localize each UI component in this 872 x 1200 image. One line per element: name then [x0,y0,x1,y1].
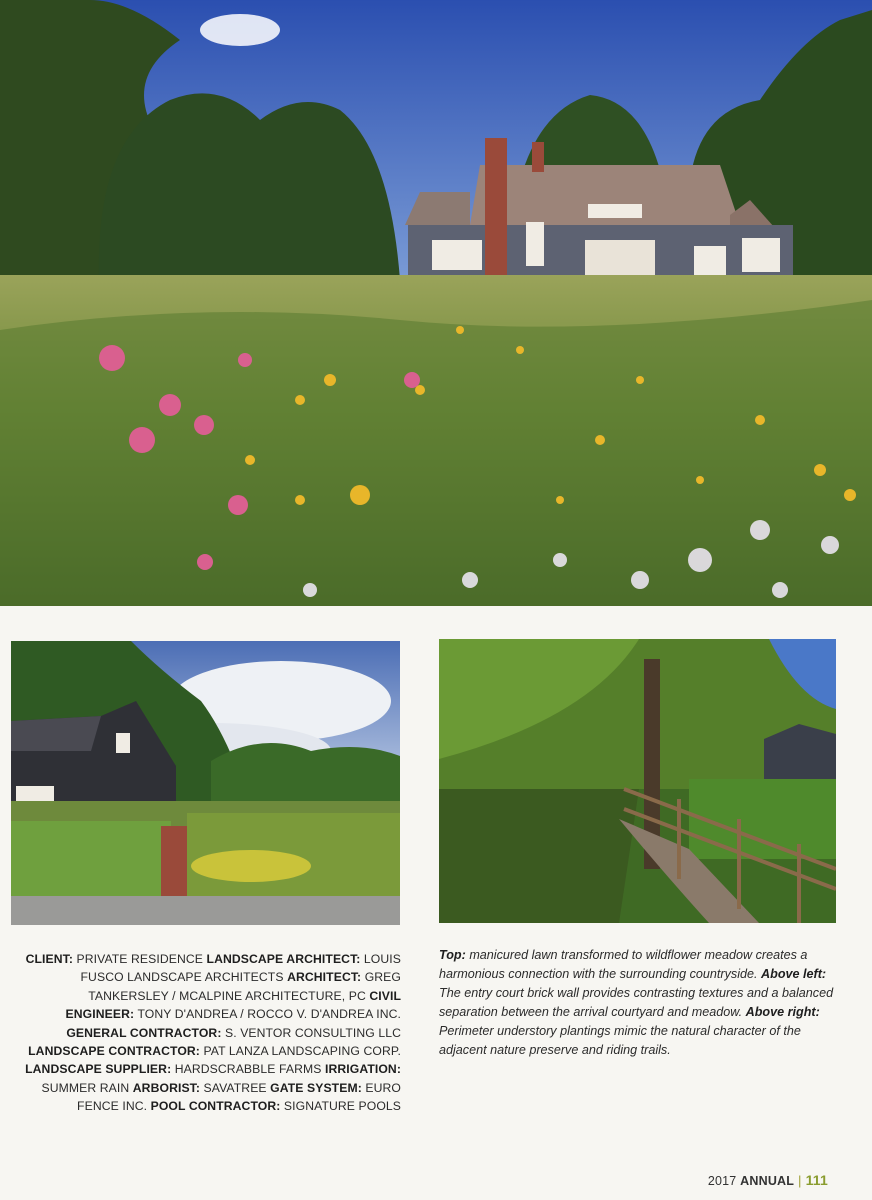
page-folio [708,1172,828,1188]
credit-name: SUMMER RAIN [41,1080,130,1095]
credit-name: EURO FENCE INC. [77,1080,401,1114]
caption-lead: Above left: [761,967,827,982]
credit-name: HARDSCRABBLE FARMS [174,1062,322,1077]
credit-name: GREG TANKERSLEY / MCALPINE ARCHITECTURE, PC [88,970,401,1003]
folio-issue: ANNUAL [740,1174,795,1188]
folio-separator: | [798,1174,802,1188]
credit-role: CIVIL ENGINEER: [65,988,401,1022]
credit-name: PAT LANZA LANDSCAPING CORP. [203,1044,401,1059]
credit-name: SAVATREE [203,1080,267,1095]
credit-name: PRIVATE RESIDENCE [76,952,204,966]
folio-year: 2017 [707,1174,737,1188]
photo-captions [439,946,835,1061]
credit-role: LANDSCAPE ARCHITECT: [206,952,361,966]
credit-name: LOUIS FUSCO LANDSCAPE ARCHITECTS [80,952,401,985]
project-credits [20,950,401,1116]
caption-lead: Top: [439,948,466,962]
caption-text: The entry court brick wall provides contrasting textures and a balanced separation between the arrival courtyard and meadow. [439,986,834,1020]
credit-role: ARCHITECT: [287,970,362,985]
credit-role: POOL CONTRACTOR: [150,1099,281,1114]
credit-role: ARBORIST: [132,1080,201,1095]
credit-role: IRRIGATION: [324,1062,401,1077]
page-number: 111 [805,1172,828,1188]
caption-lead: Above right: [745,1005,820,1020]
entry-court-photo [11,641,400,925]
credit-role: GATE SYSTEM: [270,1080,362,1095]
credit-name: S. VENTOR CONSULTING LLC [225,1025,401,1040]
credit-role: LANDSCAPE SUPPLIER: [25,1062,172,1077]
credit-role: CLIENT: [25,952,73,966]
credit-name: TONY D'ANDREA / ROCCO V. D'ANDREA INC. [137,1007,401,1022]
caption-text: manicured lawn transformed to wildflower meadow creates a harmonious connection with the surrounding countryside. [439,948,808,982]
credit-role: GENERAL CONTRACTOR: [66,1025,222,1040]
credit-role: LANDSCAPE CONTRACTOR: [28,1044,200,1059]
caption-text: Perimeter understory plantings mimic the natural character of the adjacent nature preserve and riding trails. [439,1024,801,1058]
understory-plantings-photo [439,639,836,923]
credit-name: SIGNATURE POOLS [283,1099,401,1114]
